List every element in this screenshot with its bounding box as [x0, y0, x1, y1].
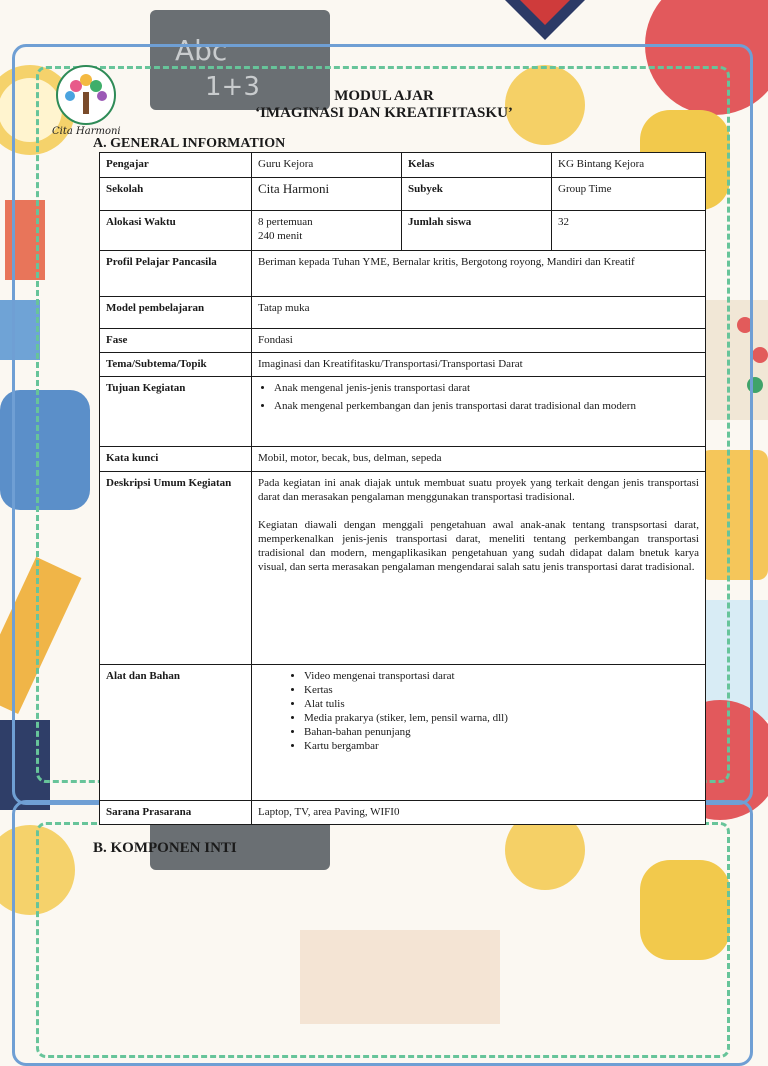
subyek-label: Subyek [402, 178, 552, 211]
sekolah-label: Sekolah [100, 178, 252, 211]
table-row [100, 353, 706, 377]
document-subtitle: ‘IMAGINASI DAN KREATIFITASKU’ [255, 105, 513, 121]
sarana-value: Laptop, TV, area Paving, WIFI0 [252, 801, 706, 825]
model-value: Tatap muka [252, 297, 706, 329]
list-item: • Kartu bergambar [304, 739, 699, 753]
list-item: • Bahan-bahan penunjang [304, 725, 699, 739]
logo-name: Cita Harmoni [52, 126, 121, 137]
table-row [100, 178, 706, 211]
pengajar-label: Pengajar [100, 153, 252, 178]
table-row [100, 447, 706, 472]
section-a-heading: A. GENERAL INFORMATION [93, 136, 286, 151]
svg-text:1+3: 1+3 [205, 72, 260, 102]
sarana-label: Sarana Prasarana [100, 801, 252, 825]
list-item: • Alat tulis [304, 697, 699, 711]
deskripsi-value [252, 472, 706, 665]
document-title: MODUL AJAR [334, 88, 434, 104]
alokasi-label: Alokasi Waktu [100, 211, 252, 251]
alat-label: Alat dan Bahan [100, 665, 252, 801]
table-row [100, 377, 706, 447]
table-row [100, 801, 706, 825]
list-item: • Media prakarya (stiker, lem, pensil warna, dll) [304, 711, 699, 725]
table-row [100, 211, 706, 251]
table-row [100, 329, 706, 353]
general-information-table [99, 152, 706, 825]
jumlah-label: Jumlah siswa [402, 211, 552, 251]
deskripsi-paragraph-1: Pada kegiatan ini anak diajak untuk membuat suatu proyek yang terkait dengan jenis transportasi darat dan merasakan pengalaman menggunakan transportasi tradisional. [258, 477, 699, 503]
table-row [100, 251, 706, 297]
subyek-value: Group Time [552, 178, 706, 211]
kata-kunci-label: Kata kunci [100, 447, 252, 472]
tema-value: Imaginasi dan Kreatifitasku/Transportasi/Transportasi Darat [252, 353, 706, 377]
table-row [100, 297, 706, 329]
pengajar-value: Guru Kejora [252, 153, 402, 178]
list-item: • Anak mengenal jenis-jenis transportasi darat [274, 381, 699, 395]
list-item: • Video mengenai transportasi darat [304, 669, 699, 683]
fase-value: Fondasi [252, 329, 706, 353]
alokasi-pertemuan: 8 pertemuan [258, 216, 313, 228]
next-page-dashed-border [36, 822, 730, 1058]
kata-kunci-value: Mobil, motor, becak, bus, delman, sepeda [252, 447, 706, 472]
table-row [100, 153, 706, 178]
tujuan-label: Tujuan Kegiatan [100, 377, 252, 447]
fase-label: Fase [100, 329, 252, 353]
tujuan-list [258, 381, 699, 413]
tujuan-value [252, 377, 706, 447]
alokasi-value [252, 211, 402, 251]
alat-list [258, 669, 699, 753]
profil-value: Beriman kepada Tuhan YME, Bernalar kritis, Bergotong royong, Mandiri dan Kreatif [252, 251, 706, 297]
jumlah-value: 32 [552, 211, 706, 251]
svg-text:Abc: Abc [175, 34, 228, 67]
list-item: • Anak mengenal perkembangan dan jenis transportasi darat tradisional dan modern [274, 399, 699, 413]
profil-label: Profil Pelajar Pancasila [100, 251, 252, 297]
kelas-value: KG Bintang Kejora [552, 153, 706, 178]
table-row [100, 665, 706, 801]
deskripsi-label: Deskripsi Umum Kegiatan [100, 472, 252, 665]
tema-label: Tema/Subtema/Topik [100, 353, 252, 377]
alat-value [252, 665, 706, 801]
table-row [100, 472, 706, 665]
deskripsi-paragraph-2: Kegiatan diawali dengan menggali pengetahuan awal anak-anak tentang transpsortasi darat, memperkenalkan jenis-jenis transportasi darat, meneliti tentang perkembangan transportasi tradisional dan modern, mengaplikasikan pengetahuan yang sudah didapat dalam bnetuk karya visual, dan serta merasakan pengalaman mengendarai salah satu jenis transportasi darat tradisional. [258, 519, 699, 573]
sekolah-value: Cita Harmoni [252, 178, 402, 211]
list-item: • Kertas [304, 683, 699, 697]
kelas-label: Kelas [402, 153, 552, 178]
alokasi-menit: 240 menit [258, 230, 303, 242]
section-b-heading: B. KOMPONEN INTI [93, 840, 237, 856]
model-label: Model pembelajaran [100, 297, 252, 329]
